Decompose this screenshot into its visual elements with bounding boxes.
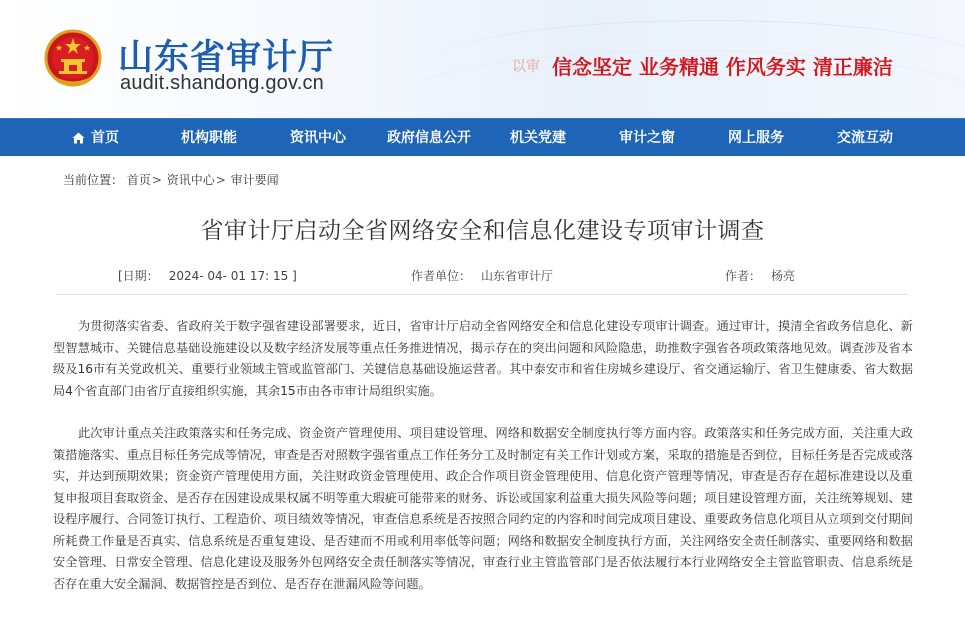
article-paragraph: 为贯彻落实省委、省政府关于数字强省建设部署要求，近日，省审计厅启动全省网络安全和信息化建设专项审计调查。通过审计，摸清全省政务信息化、新型智慧城市、关键信息基础设施建设以及数字经济发展等重点任务推进情况，揭示存在的突出问题和风险隐患，助推数字强省各项政策落地见效。调查涉及省本级及16市有关党政机关、重要行业领域主管或监管部门、关键信息基础设施运营者。其中泰安市和省住房城乡建设厅、省交通运输厅、省卫生健康委、省大数据局4个省直部门由省厅直接组织实施，其余15市由各市审计局组织实施。 [53,319,913,398]
breadcrumb [63,171,279,188]
unit-label: 作者单位： [411,269,472,283]
breadcrumb-audit-news[interactable]: 审计要闻 [230,173,279,187]
article-date [118,267,297,284]
breadcrumb-home[interactable]: 首页 [126,173,151,187]
site-title[interactable]: 山东省审计厅 [118,38,335,78]
divider [56,294,908,295]
unit-value: 山东省审计厅 [481,269,554,283]
nav-item-interaction[interactable]: 交流互动 [837,130,893,146]
nav-item-gov-info[interactable]: 政府信息公开 [387,130,471,146]
slogan-faded: 以审 [512,59,540,75]
nav-item-news-center[interactable]: 资讯中心 [290,130,346,146]
breadcrumb-news-center[interactable]: 资讯中心 [166,173,215,187]
breadcrumb-separator: > [151,173,162,187]
national-emblem-icon[interactable] [44,29,102,89]
breadcrumb-prefix: 当前位置： [63,173,124,187]
nav-item-audit-window[interactable]: 审计之窗 [619,130,675,146]
author-value: 杨亮 [771,269,796,283]
nav-item-online-service[interactable]: 网上服务 [728,130,784,146]
article-author [725,267,795,284]
nav-item-party[interactable]: 机关党建 [510,130,566,146]
nav-item-home[interactable] [72,119,119,157]
main-nav [0,118,965,156]
author-label: 作者： [725,269,762,283]
home-icon [72,132,85,144]
nav-item-organization[interactable]: 机构职能 [181,130,237,146]
site-header [0,0,965,118]
date-label: [日期： [118,269,159,283]
slogan: 信念坚定 业务精通 作风务实 清正廉洁 [552,55,893,79]
article-paragraph: 此次审计重点关注政策落实和任务完成、资金资产管理使用、项目建设管理、网络和数据安全制度执行等方面内容。政策落实和任务完成方面，关注重大政策措施落实、重点目标任务完成等情况，审查是否对照数字强省重点工作任务分工及时制定有关工作计划或方案，采取的措施是否到位，目标任务是否完成或落实，并达到预期效果；资金资产管理使用方面，关注财政资金管理使用、政企合作项目资金管理使用、信息化资产管理等情况，审查是否存在超标准建设以及重复申报项目套取资金、是否存在因建设成果权属不明等重大瑕疵可能带来的财务、诉讼或国家利益重大损失风险等问题；项目建设管理方面，关注统筹规划、建设程序履行、合同签订执行、工程造价、项目绩效等情况，审查信息系统是否按照合同约定的内容和时间完成项目建设、重要政务信息化项目从立项到交付期间所耗费工作量是否真实、信息系统是否重复建设、是否建而不用或利用率低等问题；网络和数据安全制度执行方面，关注网络安全责任制落实、重要网络和数据安全管理、日常安全管理、信息化建设及服务外包网络安全责任制落实等情况，审查行业主管监管部门是否依法履行本行业网络安全主管监管职责、信息系统是否存在重大安全漏洞、数据管控是否到位、是否存在泄漏风险等问题。 [53,426,913,591]
site-domain: audit.shandong.gov.cn [120,72,324,94]
breadcrumb-separator: > [215,173,226,187]
article-unit [411,267,553,284]
nav-item-label: 首页 [91,130,119,146]
article-title: 省审计厅启动全省网络安全和信息化建设专项审计调查 [200,218,765,244]
date-value: 2024- 04- 01 17: 15 ] [168,269,297,283]
